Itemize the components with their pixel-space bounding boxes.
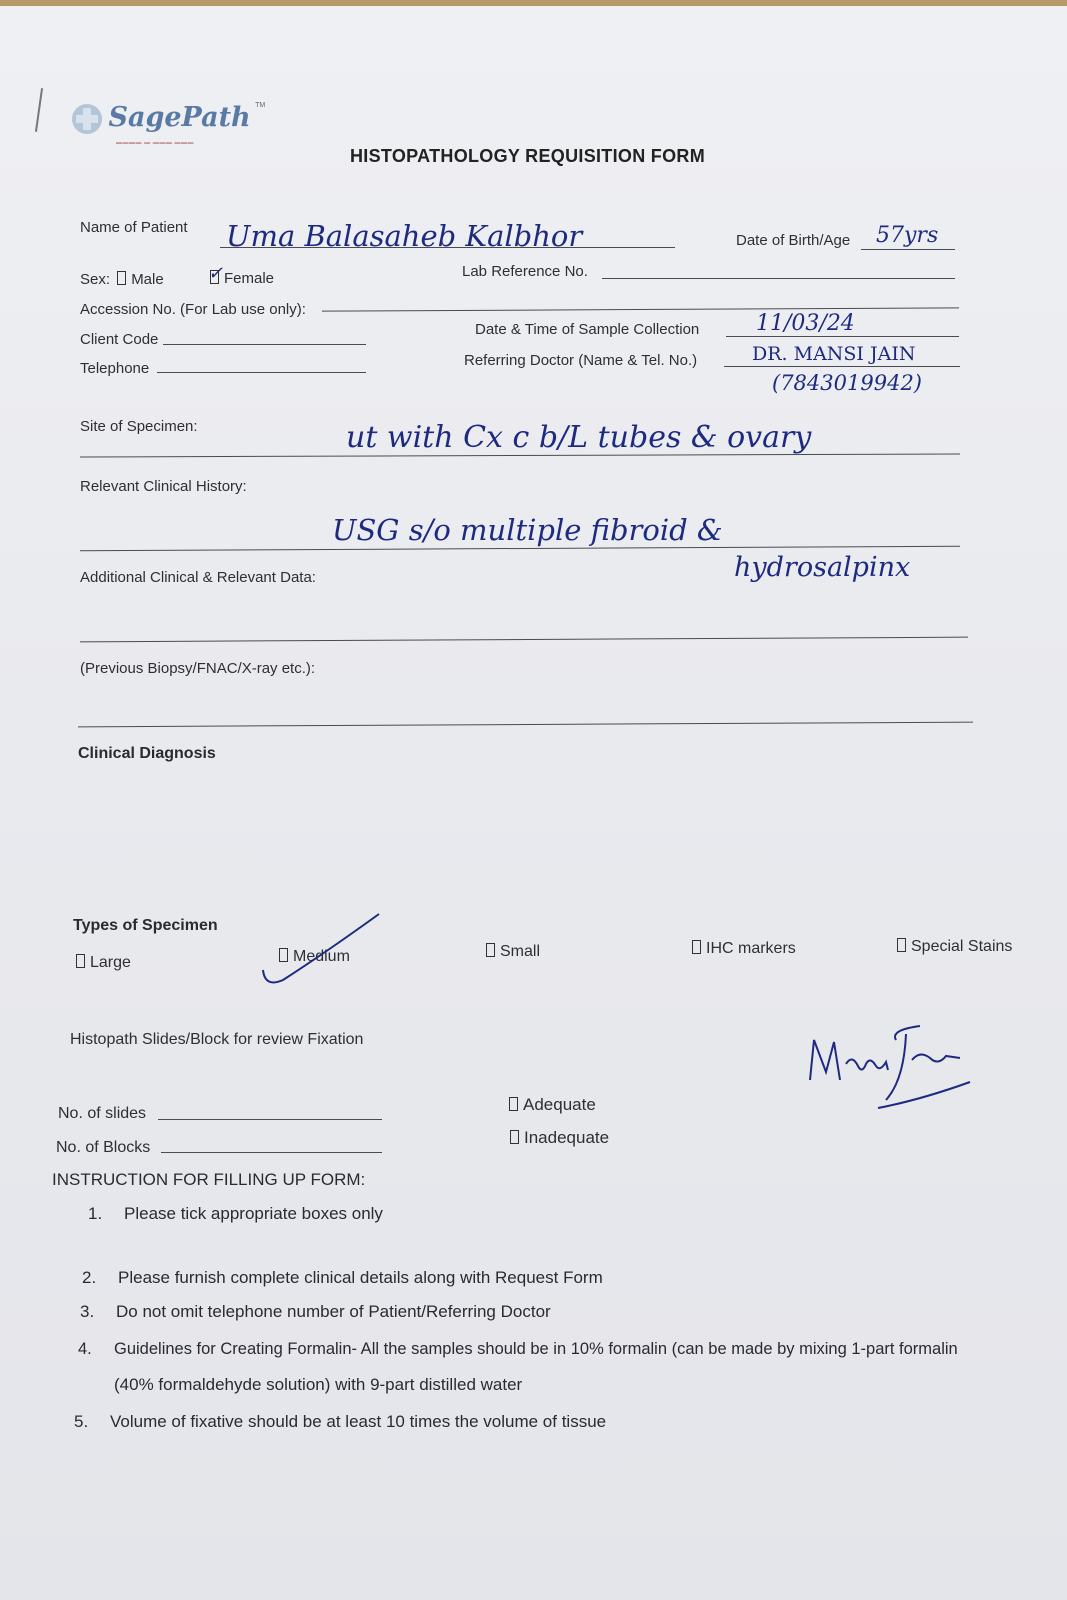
logo-tm: TM: [255, 102, 266, 109]
type-special-label: Special Stains: [911, 938, 1013, 955]
history-value-2: hydrosalpinx: [734, 552, 911, 583]
type-ihc: [692, 940, 796, 958]
type-special: [897, 938, 1012, 956]
instruction-num-2: 2.: [82, 1268, 97, 1287]
instruction-text-5: Volume of fixative should be at least 10 times the volume of tissue: [110, 1412, 607, 1431]
referring-line: [724, 366, 960, 367]
instruction-item-1: [88, 1204, 383, 1224]
client-code-line: [163, 344, 366, 345]
blocks-line: [161, 1152, 382, 1153]
logo-tagline: ▬▬▬▬ ▬ ▬▬▬ ▬▬▬: [116, 140, 195, 146]
instruction-text-4b: (40% formaldehyde solution) with 9-part distilled water: [114, 1375, 523, 1394]
inadequate-label: Inadequate: [524, 1128, 610, 1147]
instruction-item-2: [82, 1268, 603, 1288]
instruction-item-4: [78, 1340, 958, 1359]
ihc-checkbox[interactable]: [692, 940, 701, 954]
type-large-label: Large: [90, 954, 131, 971]
doctor-signature: [800, 1020, 990, 1130]
special-checkbox[interactable]: [897, 938, 906, 952]
history-label: Relevant Clinical History:: [80, 478, 247, 495]
instruction-num-1: 1.: [88, 1204, 103, 1223]
type-small-label: Small: [500, 943, 541, 960]
paper-edge: [0, 0, 1067, 6]
instruction-num-3: 3.: [80, 1302, 95, 1321]
instruction-item-3: [80, 1302, 551, 1322]
instruction-item-4-cont: [78, 1375, 522, 1395]
collection-label: Date & Time of Sample Collection: [475, 321, 700, 338]
lab-ref-label: Lab Reference No.: [462, 263, 588, 280]
dob-label: Date of Birth/Age: [736, 232, 851, 249]
history-value: USG s/o multiple fibroid &: [332, 513, 723, 547]
female-label: Female: [224, 270, 275, 287]
name-value: Uma Balasaheb Kalbhor: [226, 219, 583, 253]
sex-field: [80, 271, 164, 288]
slides-line: [158, 1119, 382, 1120]
telephone-label: Telephone: [80, 360, 150, 377]
types-heading: Types of Specimen: [73, 917, 218, 934]
dob-line: [861, 249, 955, 250]
adequate-label: Adequate: [523, 1095, 596, 1114]
type-medium-label: Medium: [293, 948, 350, 965]
instruction-item-5: [74, 1412, 606, 1432]
instruction-num-4: 4.: [78, 1340, 92, 1358]
adequate-option: [509, 1095, 596, 1115]
logo-text: SagePath: [108, 102, 251, 133]
review-heading: Histopath Slides/Block for review Fixation: [70, 1031, 364, 1048]
small-checkbox[interactable]: [486, 943, 495, 957]
referring-phone: (7843019942): [772, 371, 922, 395]
sex-label: Sex:: [80, 271, 111, 288]
male-label: Male: [131, 271, 164, 288]
telephone-line: [157, 372, 366, 373]
additional-label: Additional Clinical & Relevant Data:: [80, 569, 316, 586]
collection-value: 11/03/24: [756, 311, 855, 336]
male-checkbox[interactable]: [117, 271, 126, 285]
dob-value: 57yrs: [876, 223, 939, 248]
clinical-diagnosis-label: Clinical Diagnosis: [78, 745, 216, 762]
name-label: Name of Patient: [80, 219, 188, 236]
instruction-num-5: 5.: [74, 1412, 89, 1431]
form-title: HISTOPATHOLOGY REQUISITION FORM: [350, 146, 705, 166]
large-checkbox[interactable]: [76, 954, 85, 968]
type-small: [486, 943, 540, 961]
client-code-label: Client Code: [80, 331, 159, 348]
collection-line: [726, 336, 959, 337]
referring-value: DR. MANSI JAIN: [752, 343, 916, 365]
blocks-label: No. of Blocks: [56, 1139, 151, 1156]
previous-label: (Previous Biopsy/FNAC/X-ray etc.):: [80, 660, 316, 677]
referring-label: Referring Doctor (Name & Tel. No.): [464, 352, 698, 369]
inadequate-checkbox[interactable]: [510, 1130, 519, 1144]
adequate-checkbox[interactable]: [509, 1097, 518, 1111]
type-large: [76, 954, 131, 972]
slides-label: No. of slides: [58, 1105, 147, 1122]
female-tick-icon: ✓: [208, 263, 224, 284]
inadequate-option: [510, 1128, 609, 1148]
site-value: ut with Cx c b/L tubes & ovary: [346, 420, 812, 455]
medium-tick-icon: [255, 908, 385, 990]
instruction-text-3: Do not omit telephone number of Patient/Referring Doctor: [116, 1302, 551, 1321]
site-label: Site of Specimen:: [80, 418, 198, 435]
instruction-text-2: Please furnish complete clinical details along with Request Form: [118, 1268, 603, 1287]
lab-ref-line: [602, 278, 955, 279]
type-ihc-label: IHC markers: [706, 940, 796, 957]
logo-emblem-icon: [70, 102, 104, 141]
instruction-text-4: Guidelines for Creating Formalin- All the samples should be in 10% formalin (can be made by mixing 1-part formalin: [114, 1340, 958, 1358]
instruction-text-1: Please tick appropriate boxes only: [124, 1204, 383, 1223]
accession-label: Accession No. (For Lab use only):: [80, 301, 306, 318]
instructions-heading: INSTRUCTION FOR FILLING UP FORM:: [52, 1170, 366, 1189]
sagepath-logo: [70, 102, 265, 141]
